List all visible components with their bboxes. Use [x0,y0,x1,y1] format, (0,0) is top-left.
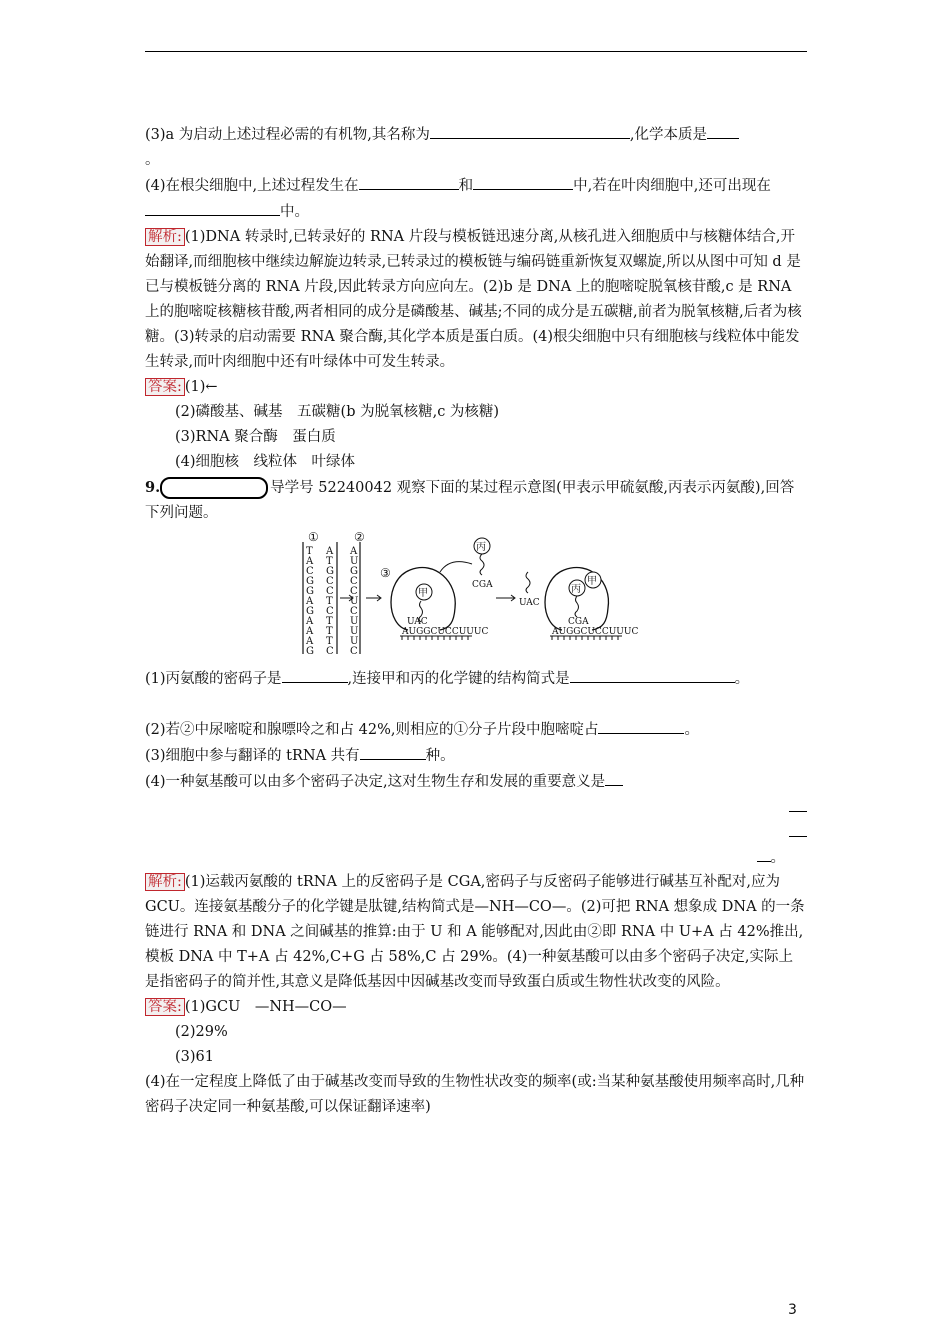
answer-blank-line[interactable] [145,845,807,870]
dna-strand-right [325,546,334,657]
study-guide-box [160,477,268,499]
dna-base-left: T [306,546,313,557]
q9-analysis [145,870,807,995]
anticodon-cga-2: CGA [568,617,589,627]
q9-part3-end: 种。 [425,748,455,764]
mrna-strip-1: AUGGCUCCUUUC [402,627,489,637]
page-number: 3 [788,1302,797,1318]
q9-stem-text: 导学号 52240042 观察下面的某过程示意图(甲表示甲硫氨酸,丙表示丙氨酸),回答下列问题。 [145,480,795,521]
answer-blank[interactable] [360,743,426,760]
q9-part4-text: (4)一种氨基酸可以由多个密码子决定,这对生物生存和发展的重要意义是 [145,774,606,790]
answer-blank[interactable] [473,173,573,190]
mrna-base: C [350,606,358,617]
q9-part3 [145,743,807,769]
q8-answer [145,375,807,400]
anticodon-uac-released: UAC [519,598,540,608]
q9-answer-1: (1)GCU —NH—CO— [184,999,347,1015]
q9-part2-end: 。 [684,722,699,738]
q8-answer-4: (4)细胞核 线粒体 叶绿体 [175,454,356,470]
mrna-base: U [350,636,359,647]
q8-part4 [145,173,807,225]
label-mrna: ② [354,530,365,544]
q9-part4 [145,769,807,795]
dna-base-left: C [306,566,314,577]
amino-acid-jia: 甲 [418,588,428,599]
label-ribosome: ③ [380,566,391,580]
q9-analysis-text: (1)运载丙氨酸的 tRNA 上的反密码子是 CGA,密码子与反密码子能够进行碱基互补配对,应为 GCU。连接氨基酸分子的化学键是肽键,结构简式是—NH—CO—。(2)可把 RNA 想象成 DNA 的一条链进行 RNA 和 DNA 之间碱基的推算:由于 U 和 A 能够配对,因此由②即 RNA 中 U+A 占 42%推出,模板 DNA 中 T+A 占 42%,C+G 占 58%,C 占 29%。(4)一种氨基酸可以由多个密码子决定,实际上是指密码子的简并性,其意义是降低基因中因碱基改变而导致蛋白质或生物性状改变的风险。 [145,874,805,990]
q9-answer-3: (3)61 [175,1049,214,1065]
mrna-strip-2: AUGGCUCCUUUC [552,627,639,637]
mrna-base: C [350,576,358,587]
q9-stem [145,475,807,526]
dna-base-right: T [326,596,333,607]
translation-diagram [300,530,640,660]
answer-blank[interactable] [145,199,280,216]
answer-label: 答案: [145,998,185,1016]
q9-part2 [145,717,807,743]
answer-blank[interactable] [570,666,735,683]
dna-base-right: T [326,556,333,567]
anticodon-cga: CGA [472,580,493,590]
q9-part1 [145,666,807,692]
q9-part4-end: 。 [770,850,785,866]
answer-blank-line[interactable] [145,820,807,845]
q9-answer-2: (2)29% [175,1024,228,1040]
amino-acid-jia-2: 甲 [587,576,597,587]
dna-base-right: T [326,626,333,637]
label-dna: ① [308,530,319,544]
header-rule [145,51,807,52]
q9-part1-end: 。 [734,671,750,687]
q8-analysis-text: (1)DNA 转录时,已转录好的 RNA 片段与模板链迅速分离,从核孔进入细胞质中与核糖体结合,开始翻译,而细胞核中继续边解旋边转录,已转录过的模板链与编码链重新恢复双螺旋,所以从图中可知 d 是已与模板链分离的 RNA 片段,因此转录方向应向左。(2)b 是 DNA 上的胞嘧啶脱氧核苷酸,c 是 RNA 上的胞嘧啶核糖核苷酸,两者相同的成分是磷酸基、碱基;不同的成分是五碳糖,前者为脱氧核糖,后者为核糖。(3)转录的启动需要 RNA 聚合酶,其化学本质是蛋白质。(4)根尖细胞中只有细胞核与线粒体中能发生转录,而叶肉细胞中还有叶绿体中可发生转录。 [145,229,802,370]
dna-base-right: T [326,636,333,647]
q8-answer-2: (2)磷酸基、碱基 五碳糖(b 为脱氧核糖,c 为核糖) [175,404,500,420]
dna-base-right: C [326,586,334,597]
dna-base-right: A [326,546,334,557]
answer-blank[interactable] [605,769,623,786]
amino-acid-bing: 丙 [476,542,486,553]
mrna-base: C [350,646,358,657]
answer-blank[interactable] [359,173,459,190]
mrna-base: U [350,556,359,567]
dna-base-right: C [326,646,334,657]
dna-base-left: A [306,556,314,567]
q8-answer-1: (1)← [184,379,218,395]
dna-base-right: T [326,616,333,627]
q8-analysis [145,225,807,375]
mrna-base: A [350,546,358,557]
answer-blank[interactable] [430,122,630,139]
dna-base-right: C [326,606,334,617]
q9-answer [145,995,807,1020]
amino-acid-bing-2: 丙 [571,584,581,595]
answer-blank[interactable] [282,666,348,683]
analysis-label: 解析: [145,873,185,891]
answer-blank[interactable] [707,122,739,139]
q8-part4-end: 中。 [280,204,309,220]
mrna-base: U [350,596,359,607]
question-number: 9. [145,479,161,496]
answer-blank[interactable] [598,717,684,734]
dna-base-left: G [306,586,314,597]
analysis-label: 解析: [145,228,185,246]
q8-part3 [145,122,807,173]
q9-part1-mid: ,连接甲和丙的化学键的结构简式是 [347,671,570,687]
answer-blank-line[interactable] [145,795,807,820]
dna-base-left: A [306,626,314,637]
q9-part1-text: (1)丙氨酸的密码子是 [145,671,282,687]
spacer [145,692,807,717]
anticodon-uac: UAC [407,617,428,627]
q9-answer-4: (4)在一定程度上降低了由于碱基改变而导致的生物性状改变的频率(或:当某种氨基酸使用频率高时,几种密码子决定同一种氨基酸,可以保证翻译速率) [145,1074,805,1115]
q8-part3-end: 。 [145,152,160,168]
dna-base-right: C [326,576,334,587]
q8-answer-3: (3)RNA 聚合酶 蛋白质 [175,429,336,445]
answer-label: 答案: [145,378,185,396]
dna-base-left: A [306,596,314,607]
q8-part3-mid: ,化学本质是 [629,127,708,143]
q8-part4-and: 和 [458,178,474,194]
dna-base-left: A [306,636,314,647]
q9-part2-text: (2)若②中尿嘧啶和腺嘌呤之和占 42%,则相应的①分子片段中胞嘧啶占 [145,722,599,738]
dna-base-left: G [306,646,314,657]
mrna-base: U [350,626,359,637]
mrna-base: U [350,616,359,627]
q9-part3-text: (3)细胞中参与翻译的 tRNA 共有 [145,748,360,764]
mrna-base: G [350,566,358,577]
dna-base-left: G [306,576,314,587]
q8-part3-text: (3)a 为启动上述过程必需的有机物,其名称为 [145,127,430,143]
mrna-strand [349,546,358,657]
q8-part4-text: (4)在根尖细胞中,上述过程发生在 [145,178,359,194]
dna-base-right: G [326,566,334,577]
mrna-base: C [350,586,358,597]
q8-part4-mid: 中,若在叶肉细胞中,还可出现在 [573,178,771,194]
dna-base-left: A [306,616,314,627]
dna-base-left: G [306,606,314,617]
page-content [145,122,807,1120]
dna-strand-left [305,546,314,657]
